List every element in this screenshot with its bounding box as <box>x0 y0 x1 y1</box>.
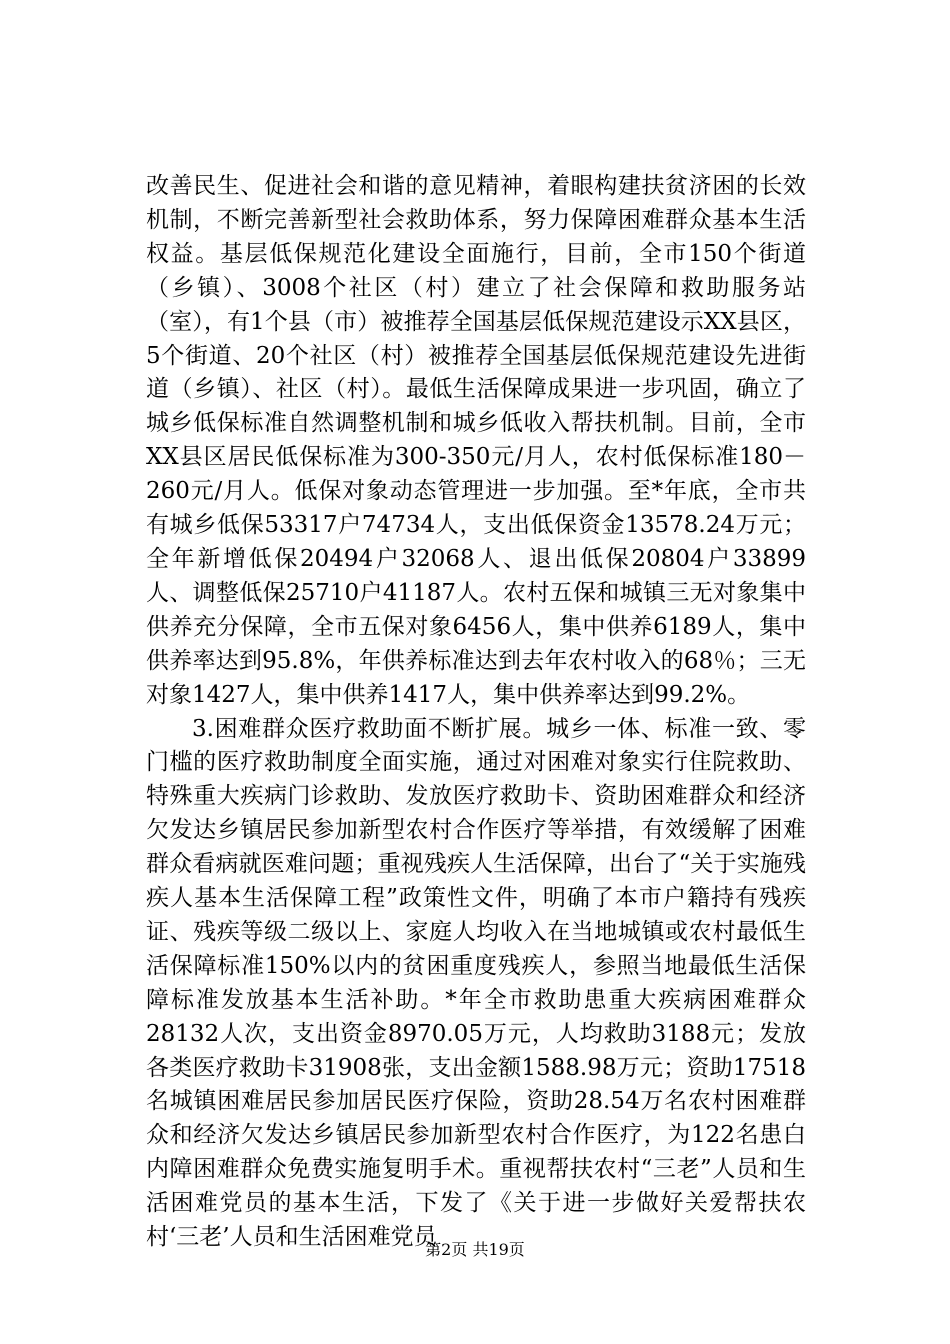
page-footer <box>0 1240 950 1260</box>
paragraph-medical-assistance: 3.困难群众医疗救助面不断扩展。城乡一体、标准一致、零门槛的医疗救助制度全面实施，通过对困难对象实行住院救助、特殊重大疾病门诊救助、发放医疗救助卡、资助困难群众和经济欠发达乡镇居民参加新型农村合作医疗等举措，有效缓解了困难群众看病就医难问题；重视残疾人生活保障，出台了“关于实施残疾人基本生活保障工程”政策性文件，明确了本市户籍持有残疾证、残疾等级二级以上、家庭人均收入在当地城镇或农村最低生活保障标准150%以内的贫困重度残疾人，参照当地最低生活保障标准发放基本生活补助。*年全市救助患重大疾病困难群众28132人次，支出资金8970.05万元，人均救助3188元；发放各类医疗救助卡31908张，支出金额1588.98万元；资助17518名城镇困难居民参加居民医疗保险，资助28.54万名农村困难群众和经济欠发达乡镇居民参加新型农村合作医疗，为122名患白内障困难群众免费实施复明手术。重视帮扶农村“三老”人员和生活困难党员的基本生活，下发了《关于进一步做好关爱帮扶农村‘三老’人员和生活困难党员 <box>146 715 806 1251</box>
paragraph-social-assistance: 改善民生、促进社会和谐的意见精神，着眼构建扶贫济困的长效机制，不断完善新型社会救助体系，努力保障困难群众基本生活权益。基层低保规范化建设全面施行，目前，全市150个街道（乡镇）、3008个社区（村）建立了社会保障和救助服务站（室），有1个县（市）被推荐全国基层低保规范建设示XX县区，5个街道、20个社区（村）被推荐全国基层低保规范建设先进街道（乡镇）、社区（村）。最低生活保障成果进一步巩固，确立了城乡低保标准自然调整机制和城乡低收入帮扶机制。目前，全市XX县区居民低保标准为300-350元/月人，农村低保标准180－260元/月人。低保对象动态管理进一步加强。至*年底，全市共有城乡低保53317户74734人，支出低保资金13578.24万元；全年新增低保20494户32068人、退出低保20804户33899人、调整低保25710户41187人。农村五保和城镇三无对象集中供养充分保障，全市五保对象6456人，集中供养6189人，集中供养率达到95.8%，年供养标准达到去年农村收入的68％；三无对象1427人，集中供养1417人，集中供养率达到99.2%。 <box>146 173 806 708</box>
page-number-label: 第2页 共19页 <box>425 1240 525 1259</box>
document-body <box>146 170 806 1255</box>
